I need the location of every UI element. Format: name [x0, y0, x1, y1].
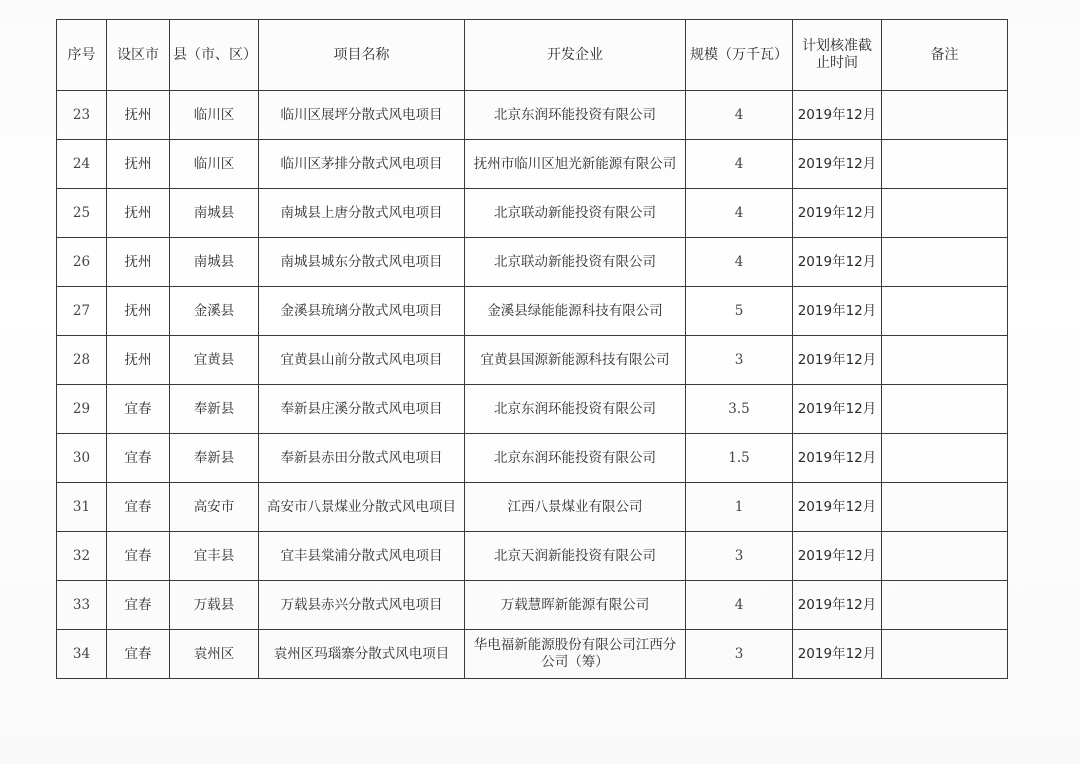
table-row: [57, 483, 1008, 532]
cell-index: 34: [57, 630, 107, 679]
cell-project: 南城县城东分散式风电项目: [259, 238, 465, 287]
cell-index: 24: [57, 140, 107, 189]
cell-index: 33: [57, 581, 107, 630]
cell-project: 奉新县庄溪分散式风电项目: [259, 385, 465, 434]
cell-deadline: 2019年12月: [793, 140, 882, 189]
cell-project: 宜黄县山前分散式风电项目: [259, 336, 465, 385]
cell-index: 23: [57, 91, 107, 140]
cell-remarks: [882, 238, 1008, 287]
cell-index: 30: [57, 434, 107, 483]
cell-city: 抚州: [107, 287, 170, 336]
cell-project: 宜丰县棠浦分散式风电项目: [259, 532, 465, 581]
cell-company: 北京东润环能投资有限公司: [465, 91, 686, 140]
cell-index: 32: [57, 532, 107, 581]
cell-scale: 3.5: [686, 385, 793, 434]
cell-index: 25: [57, 189, 107, 238]
cell-city: 抚州: [107, 140, 170, 189]
cell-scale: 4: [686, 91, 793, 140]
table-row: [57, 434, 1008, 483]
cell-scale: 1: [686, 483, 793, 532]
cell-deadline: 2019年12月: [793, 336, 882, 385]
table-row: [57, 287, 1008, 336]
cell-deadline: 2019年12月: [793, 581, 882, 630]
cell-remarks: [882, 385, 1008, 434]
cell-deadline: 2019年12月: [793, 434, 882, 483]
cell-index: 26: [57, 238, 107, 287]
cell-company: 金溪县绿能能源科技有限公司: [465, 287, 686, 336]
header-project: 项目名称: [259, 20, 465, 91]
cell-city: 宜春: [107, 532, 170, 581]
cell-scale: 3: [686, 630, 793, 679]
header-county: 县（市、区）: [170, 20, 259, 91]
cell-remarks: [882, 532, 1008, 581]
wind-project-table: [56, 19, 1008, 679]
cell-remarks: [882, 91, 1008, 140]
cell-company: 北京东润环能投资有限公司: [465, 434, 686, 483]
cell-deadline: 2019年12月: [793, 91, 882, 140]
cell-city: 宜春: [107, 581, 170, 630]
cell-company: 北京联动新能投资有限公司: [465, 189, 686, 238]
cell-company: 北京联动新能投资有限公司: [465, 238, 686, 287]
cell-index: 27: [57, 287, 107, 336]
cell-remarks: [882, 434, 1008, 483]
cell-company: 江西八景煤业有限公司: [465, 483, 686, 532]
cell-remarks: [882, 483, 1008, 532]
cell-scale: 4: [686, 238, 793, 287]
cell-company: 宜黄县国源新能源科技有限公司: [465, 336, 686, 385]
cell-project: 金溪县琉璃分散式风电项目: [259, 287, 465, 336]
cell-remarks: [882, 581, 1008, 630]
table-row: [57, 336, 1008, 385]
cell-remarks: [882, 287, 1008, 336]
cell-scale: 4: [686, 581, 793, 630]
table-row: [57, 189, 1008, 238]
cell-scale: 1.5: [686, 434, 793, 483]
header-company: 开发企业: [465, 20, 686, 91]
header-scale: 规模（万千瓦）: [686, 20, 793, 91]
cell-county: 临川区: [170, 140, 259, 189]
cell-city: 抚州: [107, 238, 170, 287]
cell-city: 抚州: [107, 91, 170, 140]
cell-company: 万载慧晖新能源有限公司: [465, 581, 686, 630]
cell-remarks: [882, 630, 1008, 679]
cell-index: 28: [57, 336, 107, 385]
cell-deadline: 2019年12月: [793, 483, 882, 532]
cell-project: 万载县赤兴分散式风电项目: [259, 581, 465, 630]
cell-scale: 4: [686, 189, 793, 238]
cell-scale: 4: [686, 140, 793, 189]
header-remarks: 备注: [882, 20, 1008, 91]
cell-remarks: [882, 189, 1008, 238]
cell-project: 临川区展坪分散式风电项目: [259, 91, 465, 140]
cell-company: 北京东润环能投资有限公司: [465, 385, 686, 434]
cell-deadline: 2019年12月: [793, 238, 882, 287]
cell-project: 奉新县赤田分散式风电项目: [259, 434, 465, 483]
cell-project: 临川区茅排分散式风电项目: [259, 140, 465, 189]
cell-county: 万载县: [170, 581, 259, 630]
cell-county: 金溪县: [170, 287, 259, 336]
table-body: [57, 91, 1008, 679]
cell-deadline: 2019年12月: [793, 630, 882, 679]
cell-deadline: 2019年12月: [793, 532, 882, 581]
table-row: [57, 581, 1008, 630]
cell-deadline: 2019年12月: [793, 287, 882, 336]
cell-remarks: [882, 336, 1008, 385]
cell-project: 高安市八景煤业分散式风电项目: [259, 483, 465, 532]
header-index: 序号: [57, 20, 107, 91]
table-row: [57, 532, 1008, 581]
table-row: [57, 238, 1008, 287]
table-row: [57, 91, 1008, 140]
cell-scale: 3: [686, 532, 793, 581]
cell-county: 宜丰县: [170, 532, 259, 581]
cell-county: 高安市: [170, 483, 259, 532]
cell-county: 奉新县: [170, 385, 259, 434]
cell-index: 31: [57, 483, 107, 532]
table-row: [57, 140, 1008, 189]
cell-city: 宜春: [107, 630, 170, 679]
cell-company: 北京天润新能投资有限公司: [465, 532, 686, 581]
table-row: [57, 630, 1008, 679]
cell-deadline: 2019年12月: [793, 189, 882, 238]
cell-county: 南城县: [170, 238, 259, 287]
cell-city: 宜春: [107, 385, 170, 434]
table-row: [57, 385, 1008, 434]
header-deadline: 计划核准截止时间: [793, 20, 882, 91]
cell-county: 南城县: [170, 189, 259, 238]
cell-county: 宜黄县: [170, 336, 259, 385]
cell-county: 临川区: [170, 91, 259, 140]
cell-project: 袁州区玛瑙寨分散式风电项目: [259, 630, 465, 679]
cell-deadline: 2019年12月: [793, 385, 882, 434]
cell-index: 29: [57, 385, 107, 434]
cell-county: 奉新县: [170, 434, 259, 483]
cell-city: 宜春: [107, 434, 170, 483]
cell-city: 宜春: [107, 483, 170, 532]
cell-county: 袁州区: [170, 630, 259, 679]
cell-company: 抚州市临川区旭光新能源有限公司: [465, 140, 686, 189]
cell-company: 华电福新能源股份有限公司江西分公司（筹）: [465, 630, 686, 679]
cell-project: 南城县上唐分散式风电项目: [259, 189, 465, 238]
cell-city: 抚州: [107, 189, 170, 238]
cell-scale: 5: [686, 287, 793, 336]
header-city: 设区市: [107, 20, 170, 91]
header-row: [57, 20, 1008, 91]
cell-scale: 3: [686, 336, 793, 385]
cell-city: 抚州: [107, 336, 170, 385]
cell-remarks: [882, 140, 1008, 189]
